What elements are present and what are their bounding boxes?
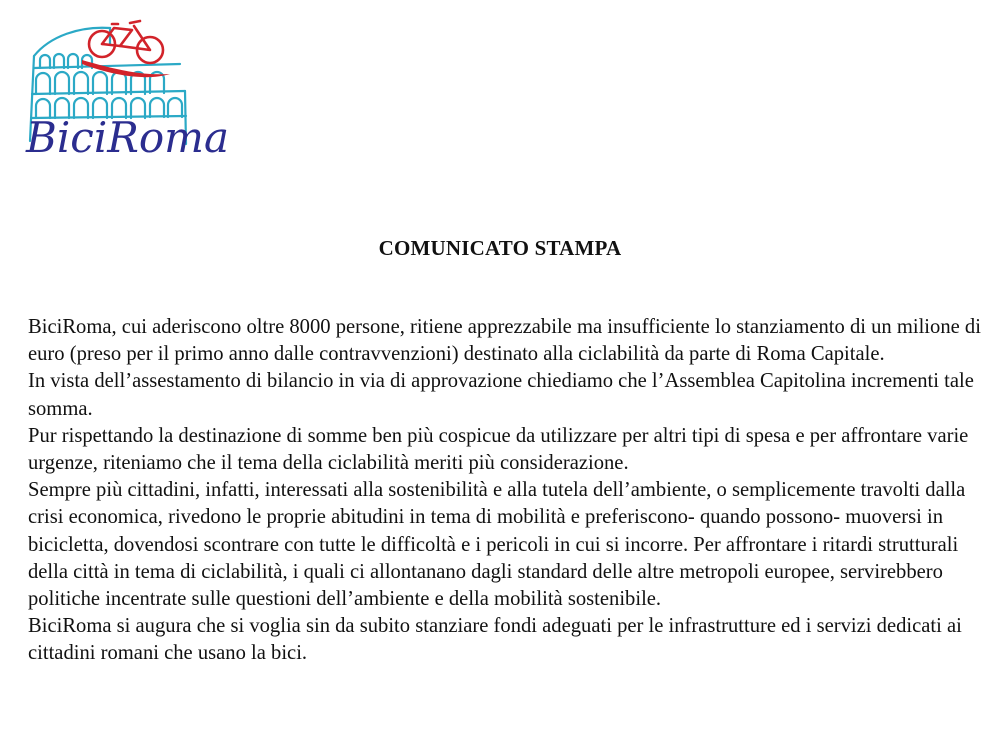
press-release-body bbox=[28, 314, 983, 668]
paragraph-5: BiciRoma si augura che si voglia sin da subito stanziare fondi adeguati per le infrastrutture ed i servizi dedicati ai cittadini romani che usano la bici. bbox=[28, 615, 962, 665]
biciroma-logo bbox=[20, 16, 230, 162]
paragraph-3: Pur rispettando la destinazione di somme ben più cospicue da utilizzare per altri tipi di spesa e per affrontare varie urgenze, riteniamo che il tema della ciclabilità meriti più considerazione. bbox=[28, 424, 969, 475]
paragraph-1: BiciRoma, cui aderiscono oltre 8000 persone, ritiene apprezzabile ma insufficiente lo stanziamento di un milione di euro (preso per il primo anno dalle contravvenzioni) destinato alla ciclabilità da parte di Roma Capitale. bbox=[28, 316, 981, 366]
paragraph-2: In vista dell’assestamento di bilancio in via di approvazione chiediamo che l’Assemblea Capitolina incrementi tale somma. bbox=[28, 370, 974, 420]
paragraph-4: Sempre più cittadini, infatti, interessati alla sostenibilità e alla tutela dell’ambiente, o semplicemente travolti dalla crisi economica, rivedono le proprie abitudini in tema di mobilità e preferiscono- quando possono- muoversi in bicicletta, dovendosi scontrare con tutte le difficoltà e i pericoli in cui si incorre. Per affrontare i ritardi strutturali della città in tema di ciclabilità, i quali ci allontanano dagli standard delle altre metropoli europee, servirebbero politiche incentrate sulle questioni dell’ambiente e della mobilità sostenibile. bbox=[28, 479, 966, 611]
page-title: COMUNICATO STAMPA bbox=[378, 236, 622, 260]
colosseum-bicycle-logo-icon bbox=[20, 16, 230, 162]
logo-wordmark: BiciRoma bbox=[26, 113, 230, 162]
